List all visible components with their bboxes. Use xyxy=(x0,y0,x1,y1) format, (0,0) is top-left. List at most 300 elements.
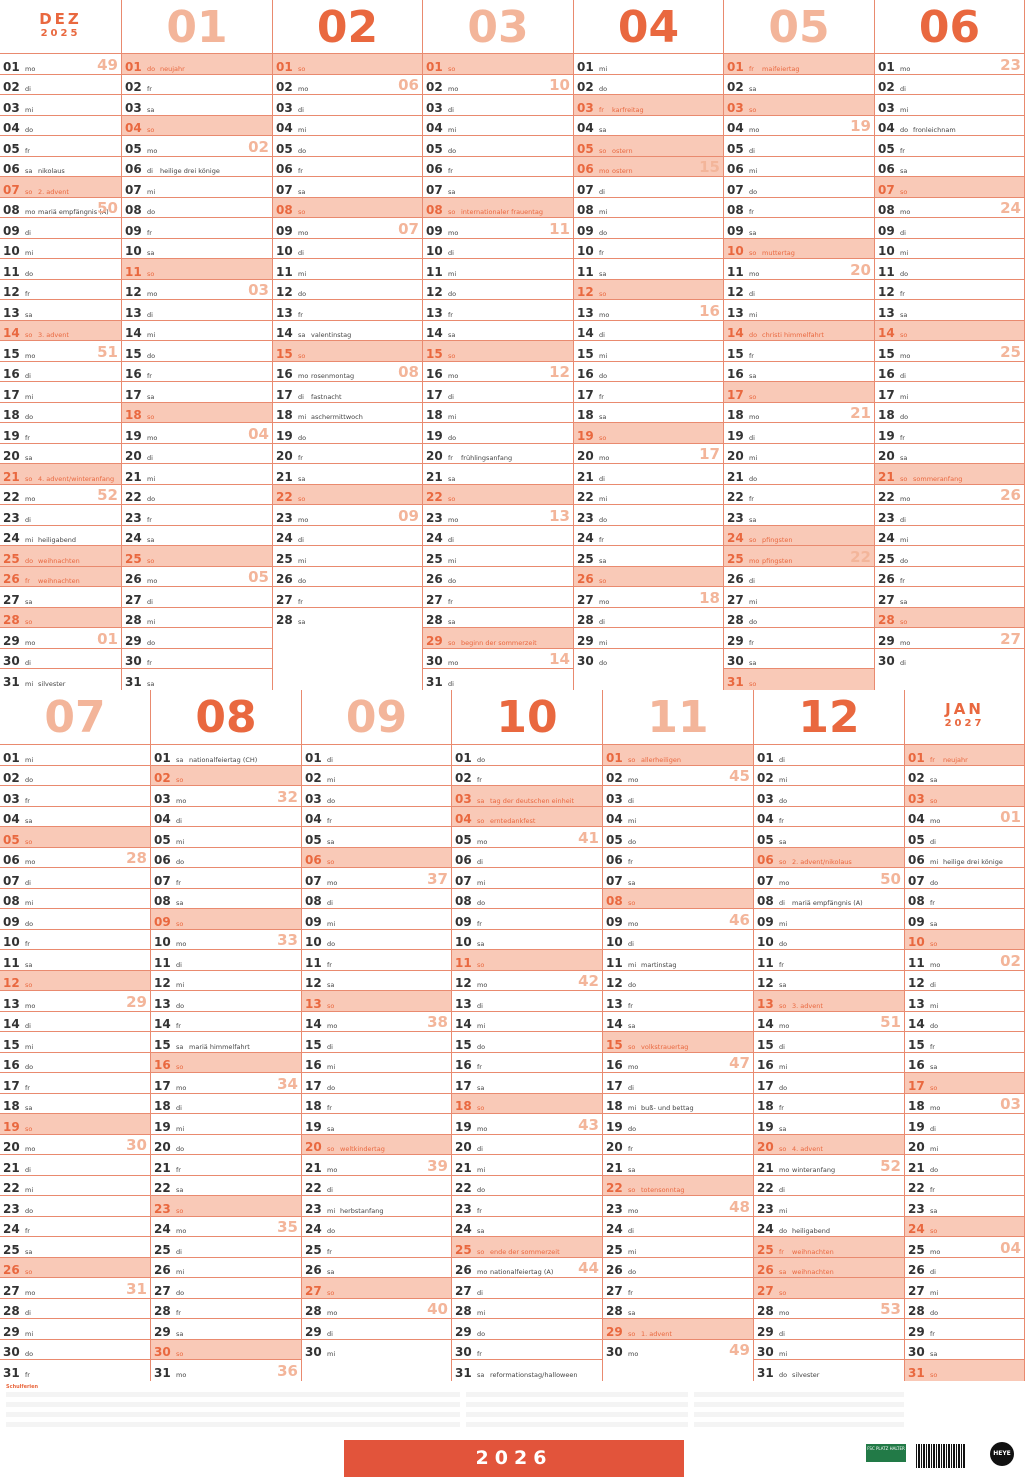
weekday: so xyxy=(25,474,33,483)
weekday: so xyxy=(779,858,787,866)
day-row xyxy=(0,279,121,301)
day-row xyxy=(302,1072,451,1094)
day-number: 26 xyxy=(276,572,293,586)
day-row xyxy=(423,443,573,465)
week-number: 44 xyxy=(578,1259,599,1277)
day-number: 05 xyxy=(757,832,774,847)
day-number: 11 xyxy=(606,955,623,970)
weekday: so xyxy=(628,755,636,764)
weekday: so xyxy=(477,1104,485,1112)
weekday: do xyxy=(628,837,637,846)
week-number: 20 xyxy=(850,260,871,279)
day-row xyxy=(423,422,573,444)
day-row xyxy=(452,1175,602,1197)
weekday: di xyxy=(448,105,454,114)
day-number: 04 xyxy=(276,121,293,135)
weekday: mo xyxy=(147,290,158,298)
day-row xyxy=(423,115,573,137)
weekday: so xyxy=(176,1063,184,1071)
day-number: 20 xyxy=(908,1140,925,1154)
weekday: mi xyxy=(327,919,336,928)
week-number: 52 xyxy=(97,486,118,504)
day-number: 02 xyxy=(908,771,925,785)
day-number: 29 xyxy=(455,1324,472,1339)
day-row xyxy=(151,1011,301,1033)
holiday-label: heilige drei könige xyxy=(160,167,220,175)
weekday: do xyxy=(900,413,909,421)
weekday: do xyxy=(448,146,457,155)
weekday: fr xyxy=(147,85,152,93)
day-row xyxy=(452,1257,602,1279)
day-number: 10 xyxy=(3,244,20,258)
weekday: mo xyxy=(327,1022,338,1030)
weekday: do xyxy=(900,269,909,278)
holiday-label: tag der deutschen einheit xyxy=(490,796,575,805)
day-row xyxy=(151,1175,301,1197)
day-number: 12 xyxy=(3,285,20,299)
day-number: 24 xyxy=(908,1222,925,1236)
day-row xyxy=(574,258,723,280)
weekday: do xyxy=(779,940,788,948)
day-number: 12 xyxy=(757,976,774,990)
month-header: 10 xyxy=(496,692,558,743)
day-row xyxy=(0,1154,150,1176)
day-row xyxy=(423,361,573,383)
weekday: mo xyxy=(176,796,187,805)
day-row xyxy=(423,340,573,362)
day-number: 25 xyxy=(455,1242,472,1257)
day-row xyxy=(603,1195,753,1217)
day-number: 27 xyxy=(426,592,443,607)
weekday: so xyxy=(176,776,184,784)
day-row xyxy=(122,668,272,690)
holiday-label: mariä empfängnis (A) xyxy=(792,899,863,907)
day-number: 25 xyxy=(908,1242,925,1257)
day-row xyxy=(724,115,874,137)
day-row xyxy=(875,422,1024,444)
day-number: 01 xyxy=(757,750,774,765)
day-row xyxy=(151,744,301,766)
day-row xyxy=(302,806,451,828)
weekday: do xyxy=(147,208,156,216)
weekday: so xyxy=(749,679,757,688)
fsc-label: FSC PLATZ HALTER xyxy=(866,1444,906,1462)
day-number: 19 xyxy=(305,1119,322,1134)
day-row xyxy=(452,785,602,807)
day-row xyxy=(754,1298,904,1320)
day-number: 04 xyxy=(455,812,472,826)
weekday: di xyxy=(448,249,454,257)
weekday: do xyxy=(930,1165,939,1174)
weekday: so xyxy=(25,1124,33,1133)
day-row xyxy=(875,463,1024,485)
day-number: 21 xyxy=(3,1160,20,1175)
weekday: sa xyxy=(176,899,184,907)
day-number: 13 xyxy=(305,996,322,1011)
weekday: di xyxy=(25,1165,31,1174)
schulferien-table-2 xyxy=(238,1392,460,1432)
weekday: fr xyxy=(749,64,754,73)
day-row xyxy=(574,340,723,362)
day-number: 26 xyxy=(727,572,744,586)
week-number: 04 xyxy=(1000,1238,1021,1257)
weekday: do xyxy=(176,1001,185,1010)
day-row xyxy=(0,115,121,137)
weekday: do xyxy=(628,1124,637,1133)
day-row xyxy=(0,443,121,465)
week-number: 23 xyxy=(1000,55,1021,74)
weekday: fr xyxy=(779,1104,784,1112)
day-number: 16 xyxy=(426,367,443,381)
day-number: 28 xyxy=(727,613,744,627)
day-row xyxy=(423,135,573,157)
day-row xyxy=(151,1236,301,1258)
day-number: 21 xyxy=(908,1160,925,1175)
weekday: mo xyxy=(599,597,610,606)
day-row xyxy=(574,197,723,219)
day-number: 02 xyxy=(426,80,443,94)
day-number: 27 xyxy=(455,1283,472,1298)
day-number: 12 xyxy=(125,285,142,299)
day-number: 20 xyxy=(878,449,895,463)
day-number: 07 xyxy=(606,873,623,888)
weekday: so xyxy=(327,858,335,866)
day-number: 05 xyxy=(154,832,171,847)
day-row xyxy=(875,648,1024,670)
day-row xyxy=(0,197,121,219)
day-number: 27 xyxy=(878,592,895,607)
weekday: do xyxy=(327,796,336,805)
weekday: do xyxy=(298,146,307,155)
day-number: 24 xyxy=(577,531,594,545)
holiday-label: nikolaus xyxy=(38,167,65,175)
weekday: so xyxy=(477,817,485,825)
weekday: so xyxy=(298,351,306,360)
day-number: 24 xyxy=(727,531,744,545)
weekday: mi xyxy=(298,413,307,421)
day-row xyxy=(724,648,874,670)
day-row xyxy=(0,1257,150,1279)
week-number: 34 xyxy=(277,1074,298,1093)
day-row xyxy=(724,156,874,178)
day-row xyxy=(724,586,874,608)
day-number: 03 xyxy=(727,100,744,115)
day-number: 03 xyxy=(3,100,20,115)
weekday: sa xyxy=(930,1063,938,1071)
weekday: do xyxy=(779,796,788,805)
day-number: 18 xyxy=(426,408,443,422)
day-row xyxy=(122,74,272,96)
day-row xyxy=(122,484,272,506)
weekday: mo xyxy=(930,1104,941,1112)
weekday: so xyxy=(900,474,908,483)
weekday: sa xyxy=(448,331,456,339)
day-row xyxy=(423,74,573,96)
day-row xyxy=(574,504,723,526)
day-row xyxy=(151,929,301,951)
day-number: 11 xyxy=(878,264,895,279)
day-row xyxy=(905,1134,1024,1156)
day-row xyxy=(905,806,1024,828)
day-row xyxy=(905,990,1024,1012)
day-number: 03 xyxy=(154,791,171,806)
day-row xyxy=(122,238,272,260)
day-number: 28 xyxy=(154,1304,171,1318)
month-header: 02 xyxy=(316,2,379,53)
day-number: 05 xyxy=(276,141,293,156)
weekday: do xyxy=(25,1206,34,1215)
day-number: 30 xyxy=(3,1345,20,1359)
weekday: di xyxy=(25,1309,31,1317)
day-row xyxy=(574,484,723,506)
weekday: sa xyxy=(477,1083,485,1092)
day-number: 25 xyxy=(426,551,443,566)
day-row xyxy=(574,74,723,96)
day-row xyxy=(273,361,422,383)
month-header-name: DEZ xyxy=(39,10,82,28)
weekday: do xyxy=(599,372,608,380)
day-number: 31 xyxy=(455,1365,472,1380)
day-row xyxy=(603,1134,753,1156)
day-number: 24 xyxy=(125,531,142,545)
month-header xyxy=(905,700,1024,729)
day-row xyxy=(0,648,121,670)
week-number: 19 xyxy=(850,117,871,135)
day-row xyxy=(574,217,723,239)
day-number: 09 xyxy=(878,223,895,238)
day-number: 07 xyxy=(3,182,20,197)
weekday: mo xyxy=(25,1001,36,1010)
day-number: 13 xyxy=(426,305,443,320)
day-row xyxy=(754,867,904,889)
weekday: do xyxy=(25,1350,34,1358)
weekday: mo xyxy=(930,960,941,969)
weekday: mi xyxy=(779,1350,788,1358)
weekday: so xyxy=(599,577,607,585)
day-row xyxy=(0,176,121,198)
day-row xyxy=(574,94,723,116)
weekday: mi xyxy=(930,1288,939,1297)
weekday: do xyxy=(25,776,34,784)
holiday-label: pfingsten xyxy=(762,536,793,544)
holiday-label: weihnachten xyxy=(792,1268,834,1276)
day-number: 22 xyxy=(154,1181,171,1195)
weekday: di xyxy=(147,597,153,606)
weekday: mi xyxy=(176,1268,185,1276)
weekday: do xyxy=(147,638,156,647)
day-row xyxy=(0,53,121,75)
weekday: mi xyxy=(749,597,758,606)
holiday-label: fronleichnam xyxy=(913,126,956,134)
weekday: fr xyxy=(599,536,604,544)
bottom-month-1 xyxy=(0,690,151,1381)
day-row xyxy=(151,1216,301,1238)
weekday: di xyxy=(779,1042,785,1051)
day-number: 17 xyxy=(908,1078,925,1093)
day-number: 15 xyxy=(276,346,293,361)
weekday: sa xyxy=(298,474,306,483)
day-row xyxy=(122,443,272,465)
weekday: sa xyxy=(779,837,787,846)
weekday: di xyxy=(779,755,785,764)
week-number: 45 xyxy=(729,767,750,785)
weekday: di xyxy=(749,577,755,585)
day-number: 05 xyxy=(606,832,623,847)
weekday: fr xyxy=(25,1227,30,1235)
day-number: 27 xyxy=(305,1283,322,1298)
day-number: 13 xyxy=(154,996,171,1011)
day-row xyxy=(423,299,573,321)
holiday-label: winteranfang xyxy=(792,1165,836,1174)
weekday: fr xyxy=(147,228,152,237)
weekday: di xyxy=(25,878,31,887)
holiday-label: martinstag xyxy=(641,960,677,969)
weekday: mi xyxy=(25,105,34,114)
day-number: 23 xyxy=(3,1201,20,1216)
holiday-label: reformationstag/halloween xyxy=(490,1370,578,1379)
weekday: fr xyxy=(327,1104,332,1112)
day-row xyxy=(0,504,121,526)
holiday-label: frühlingsanfang xyxy=(461,454,513,462)
weekday: do xyxy=(25,269,34,278)
day-row xyxy=(0,1216,150,1238)
day-number: 22 xyxy=(878,490,895,504)
holiday-label: nationalfeiertag (CH) xyxy=(189,755,258,764)
day-number: 09 xyxy=(154,914,171,929)
day-number: 31 xyxy=(727,674,744,689)
weekday: do xyxy=(930,1022,939,1030)
day-number: 15 xyxy=(908,1037,925,1052)
weekday: fr xyxy=(327,1247,332,1256)
day-number: 24 xyxy=(305,1222,322,1236)
day-row xyxy=(603,1154,753,1176)
weekday: mi xyxy=(25,536,34,544)
day-row xyxy=(452,1113,602,1135)
day-row xyxy=(423,53,573,75)
weekday: do xyxy=(599,659,608,667)
weekday: mo xyxy=(930,1247,941,1256)
day-number: 30 xyxy=(878,654,895,668)
holiday-label: heiligabend xyxy=(38,536,77,544)
weekday: so xyxy=(930,940,938,948)
day-row xyxy=(724,299,874,321)
day-number: 01 xyxy=(727,59,744,74)
holiday-label: ostern xyxy=(612,146,633,155)
day-number: 26 xyxy=(154,1263,171,1277)
day-row xyxy=(574,156,723,178)
top-month-2 xyxy=(122,0,273,690)
day-number: 19 xyxy=(878,428,895,443)
day-row xyxy=(905,1175,1024,1197)
day-number: 03 xyxy=(426,100,443,115)
holiday-label: weihnachten xyxy=(38,577,80,585)
day-number: 30 xyxy=(125,654,142,668)
day-number: 06 xyxy=(154,853,171,867)
weekday: fr xyxy=(298,310,303,319)
holiday-label: weltkindertag xyxy=(340,1145,385,1153)
week-number: 09 xyxy=(398,506,419,525)
week-number: 01 xyxy=(1000,808,1021,826)
day-number: 21 xyxy=(3,469,20,484)
day-row xyxy=(151,785,301,807)
day-row xyxy=(273,53,422,75)
weekday: mi xyxy=(749,310,758,319)
day-row xyxy=(0,970,150,992)
weekday: mi xyxy=(477,1022,486,1030)
weekday: di xyxy=(599,331,605,339)
holiday-label: 3. advent xyxy=(792,1001,823,1010)
day-row xyxy=(273,545,422,567)
day-row xyxy=(302,1277,451,1299)
week-number: 41 xyxy=(578,828,599,847)
day-row xyxy=(151,1339,301,1361)
day-number: 10 xyxy=(305,935,322,949)
weekday: fr xyxy=(628,858,633,866)
weekday: mi xyxy=(599,495,608,503)
day-number: 21 xyxy=(606,1160,623,1175)
day-number: 20 xyxy=(305,1140,322,1154)
day-number: 01 xyxy=(455,750,472,765)
publisher-logo: HEYE xyxy=(990,1442,1014,1466)
day-number: 01 xyxy=(606,750,623,765)
weekday: so xyxy=(25,331,33,339)
day-number: 14 xyxy=(455,1017,472,1031)
week-number: 31 xyxy=(126,1279,147,1298)
weekday: mi xyxy=(930,1001,939,1010)
day-row xyxy=(875,258,1024,280)
day-number: 10 xyxy=(757,935,774,949)
day-row xyxy=(122,217,272,239)
weekday: do xyxy=(477,1186,486,1194)
day-row xyxy=(574,525,723,547)
day-number: 15 xyxy=(878,346,895,361)
week-number: 07 xyxy=(398,219,419,238)
day-row xyxy=(122,525,272,547)
weekday: do xyxy=(749,618,758,626)
day-number: 04 xyxy=(757,812,774,826)
weekday: so xyxy=(749,249,757,257)
month-header: 09 xyxy=(345,692,408,743)
day-row xyxy=(0,744,150,766)
day-number: 25 xyxy=(606,1242,623,1257)
day-number: 22 xyxy=(305,1181,322,1195)
day-number: 30 xyxy=(577,654,594,668)
weekday: so xyxy=(930,1083,938,1092)
week-number: 42 xyxy=(578,972,599,990)
day-row xyxy=(122,156,272,178)
day-number: 14 xyxy=(757,1017,774,1031)
week-number: 12 xyxy=(549,363,570,381)
day-row xyxy=(603,1052,753,1074)
day-row xyxy=(754,970,904,992)
day-row xyxy=(0,1113,150,1135)
week-number: 43 xyxy=(578,1115,599,1134)
day-row xyxy=(875,607,1024,629)
week-number: 24 xyxy=(1000,199,1021,217)
day-row xyxy=(0,586,121,608)
weekday: fr xyxy=(176,878,181,887)
day-row xyxy=(603,765,753,787)
day-number: 10 xyxy=(426,244,443,258)
weekday: di xyxy=(628,1083,634,1092)
day-row xyxy=(0,1134,150,1156)
day-row xyxy=(0,525,121,547)
day-row xyxy=(905,908,1024,930)
holiday-label: muttertag xyxy=(762,249,795,257)
weekday: mo xyxy=(628,1063,639,1071)
weekday: fr xyxy=(930,1042,935,1051)
weekday: sa xyxy=(327,1268,335,1276)
